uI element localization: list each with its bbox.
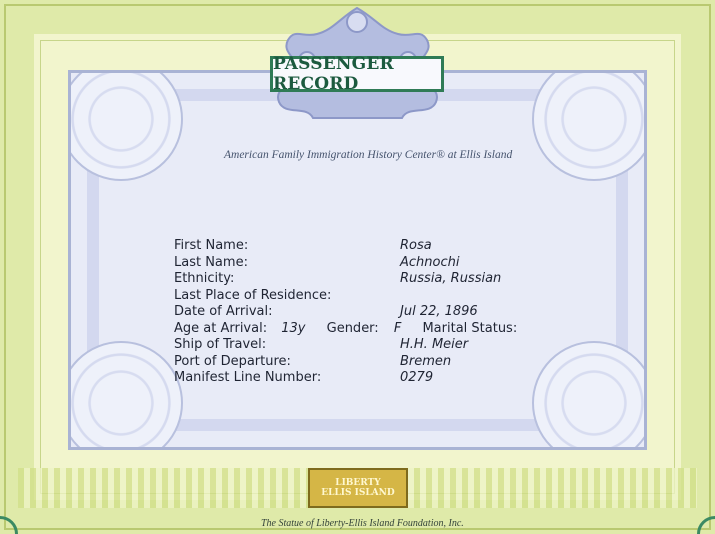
foundation-footer: The Statue of Liberty-Ellis Island Foundation, Inc.: [261, 518, 464, 529]
ethnicity-row: [174, 271, 534, 288]
ship-label: Ship of Travel:: [174, 337, 267, 352]
gender-label: Gender:: [326, 320, 379, 336]
manifest-label: Manifest Line Number:: [174, 370, 322, 385]
ethnicity-label: Ethnicity:: [174, 271, 235, 286]
last-name-row: [174, 255, 534, 272]
page-title: PASSENGER RECORD: [273, 54, 394, 94]
ethnicity-value: Russia, Russian: [400, 271, 502, 286]
passenger-fields: [174, 238, 534, 387]
guilloche-bottom-left: [68, 341, 183, 450]
last-name-value: Achnochi: [400, 254, 460, 270]
ship-row: [174, 337, 534, 354]
first-name-value: Rosa: [400, 238, 432, 253]
title-plate: [270, 56, 444, 92]
port-label: Port of Departure:: [174, 353, 291, 369]
age-value: 13y: [281, 320, 306, 336]
first-name-row: [174, 238, 534, 255]
foundation-logo: [308, 468, 408, 508]
marital-status-label: Marital Status:: [422, 320, 518, 336]
guilloche-top-right: [532, 70, 647, 181]
gender-value: F: [393, 320, 402, 336]
first-name-label: First Name:: [174, 238, 249, 253]
manifest-row: [174, 370, 534, 387]
arrival-row: [174, 304, 534, 321]
ship-value: H.H. Meier: [400, 337, 469, 352]
page-subtitle: American Family Immigration History Center® at Ellis Island: [224, 149, 513, 161]
guilloche-top-left: [68, 70, 183, 181]
port-row: [174, 354, 534, 371]
age-label: Age at Arrival:: [174, 320, 268, 336]
age-gender-marital-row: [174, 321, 534, 338]
residence-row: [174, 288, 534, 305]
arrival-label: Date of Arrival:: [174, 304, 273, 319]
manifest-value: 0279: [400, 370, 434, 385]
port-value: Bremen: [400, 353, 452, 369]
arrival-value: Jul 22, 1896: [400, 304, 478, 319]
logo-right-text: ELLIS ISLAND: [321, 488, 395, 498]
logo-text: [321, 478, 394, 498]
residence-label: Last Place of Residence:: [174, 287, 332, 303]
logo-left-text: LIBERTY: [335, 478, 381, 488]
last-name-label: Last Name:: [174, 254, 248, 270]
guilloche-bottom-right: [532, 341, 647, 450]
